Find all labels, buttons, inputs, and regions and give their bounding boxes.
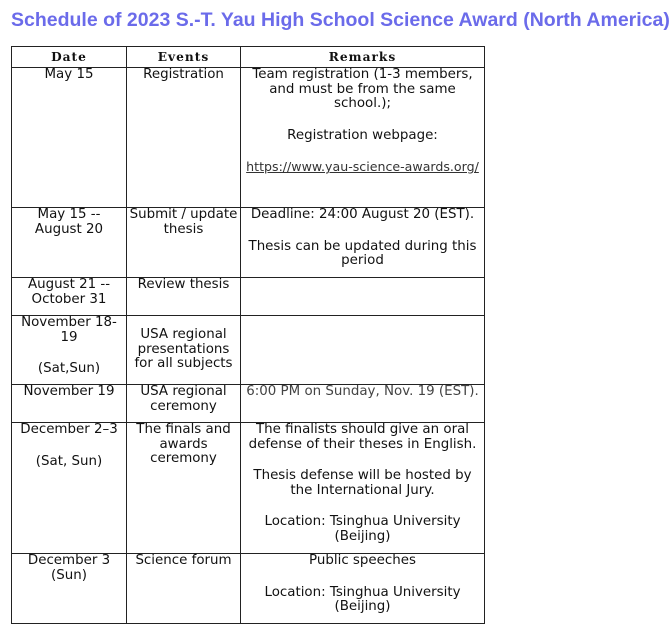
table-row xyxy=(12,554,485,624)
column-header-remarks: Remarks xyxy=(241,47,485,68)
event-cell xyxy=(127,68,241,208)
remark-text: Registration webpage: xyxy=(287,127,438,143)
date-cell xyxy=(12,385,127,423)
date-cell xyxy=(12,423,127,554)
schedule-table xyxy=(11,46,485,624)
date-note: (Sat,Sun) xyxy=(37,361,101,377)
event-text: Science forum xyxy=(135,553,232,568)
date-cell xyxy=(12,278,127,316)
registration-link[interactable]: https://www.yau-science-awards.org/ xyxy=(246,159,479,175)
remark-text: Deadline: 24:00 August 20 (EST). xyxy=(250,207,475,222)
table-row xyxy=(12,385,485,423)
table-row xyxy=(12,68,485,208)
remarks-cell xyxy=(241,554,485,624)
remark-text: Location: Tsinghua University (Beijing) xyxy=(264,584,461,615)
remarks-cell xyxy=(241,316,485,385)
event-text: Review thesis xyxy=(137,277,230,292)
date-cell xyxy=(12,316,127,385)
event-text: The finals and awards ceremony xyxy=(136,422,231,467)
event-cell xyxy=(127,554,241,624)
event-text: Registration xyxy=(143,67,224,82)
date-text: May 15 xyxy=(44,67,94,82)
column-header-events: Events xyxy=(127,47,241,68)
remarks-cell xyxy=(241,278,485,316)
date-note: (Sat, Sun) xyxy=(35,453,103,469)
event-cell xyxy=(127,278,241,316)
remark-text: Thesis can be updated during this period xyxy=(248,238,477,269)
remarks-cell xyxy=(241,385,485,423)
date-text: December 3 (Sun) xyxy=(27,553,111,583)
column-header-date: Date xyxy=(12,47,127,68)
date-text: December 2–3 xyxy=(20,422,118,437)
date-cell xyxy=(12,554,127,624)
date-text: August 21 -- October 31 xyxy=(27,277,111,307)
table-row xyxy=(12,208,485,278)
event-cell xyxy=(127,316,241,385)
remarks-cell xyxy=(241,208,485,278)
table-row xyxy=(12,316,485,385)
date-text: May 15 -- August 20 xyxy=(34,207,104,237)
event-text: USA regional presentations for all subjects xyxy=(134,327,233,372)
date-text: November 18-19 xyxy=(21,315,117,345)
remarks-cell xyxy=(241,423,485,554)
event-cell xyxy=(127,423,241,554)
table-header-row xyxy=(12,47,485,68)
remarks-cell xyxy=(241,68,485,208)
remark-text: Team registration (1-3 members, and must be from the same school.); xyxy=(252,67,473,112)
table-row xyxy=(12,423,485,554)
date-text: November 19 xyxy=(23,384,115,399)
table-row xyxy=(12,278,485,316)
remark-text: Thesis defense will be hosted by the International Jury. xyxy=(253,468,472,498)
page-title: Schedule of 2023 S.-T. Yau High School Science Award (North America) xyxy=(11,9,670,31)
event-cell xyxy=(127,208,241,278)
date-cell xyxy=(12,68,127,208)
event-text: USA regional ceremony xyxy=(140,384,227,414)
event-cell xyxy=(127,385,241,423)
remark-text: The finalists should give an oral defense of their theses in English. xyxy=(248,422,477,452)
remark-text: 6:00 PM on Sunday, Nov. 19 (EST). xyxy=(246,384,479,399)
remark-text: Location: Tsinghua University (Beijing) xyxy=(264,514,461,544)
event-text: Submit / update thesis xyxy=(129,207,238,237)
remark-text: Public speeches xyxy=(309,553,416,568)
date-cell xyxy=(12,208,127,278)
